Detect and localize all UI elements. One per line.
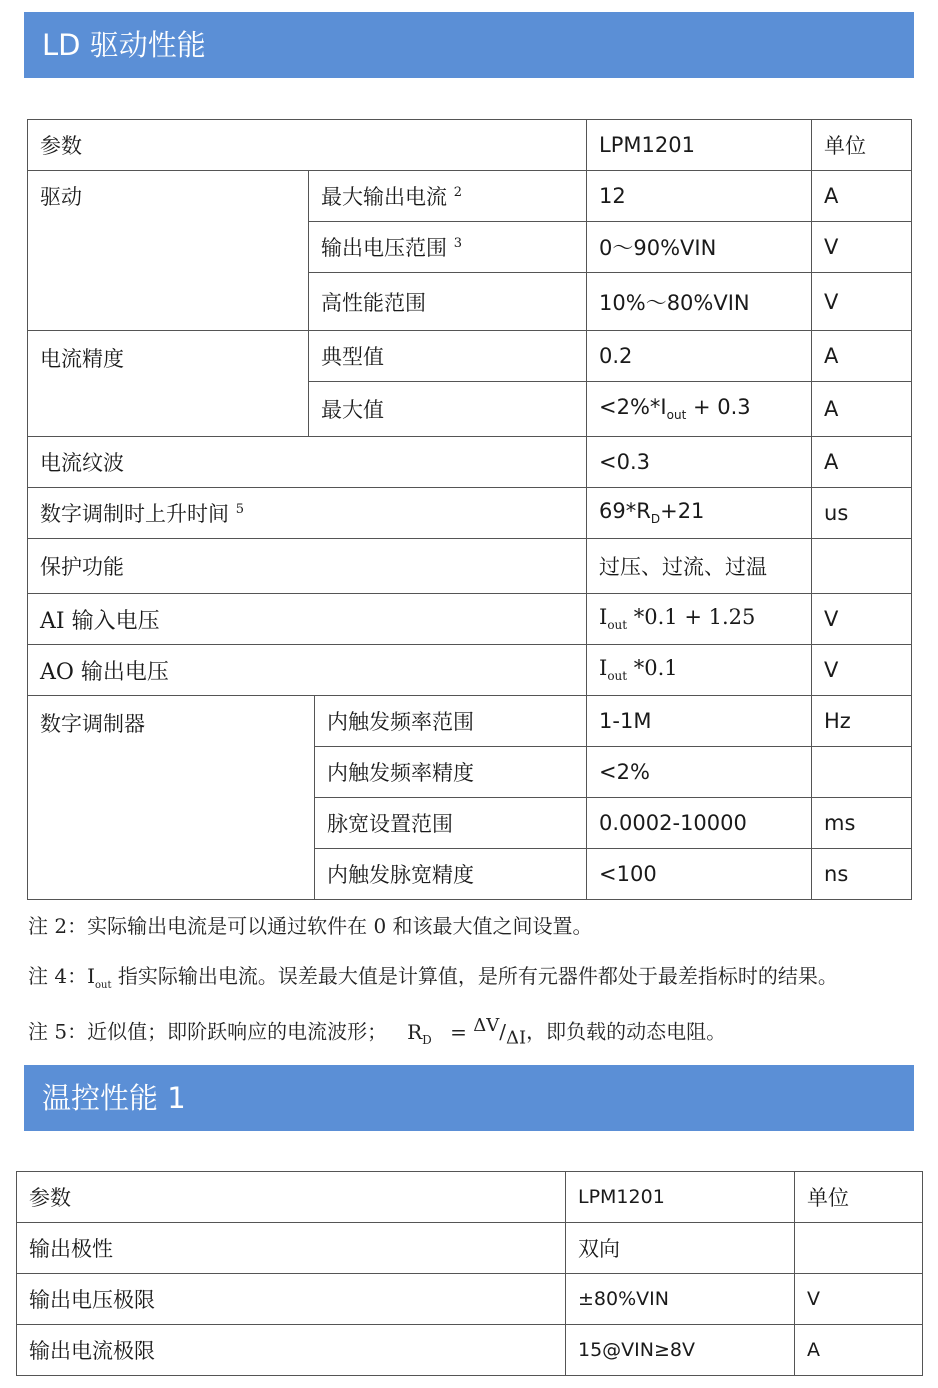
row-label-drive: 驱动 xyxy=(28,171,309,222)
table-row xyxy=(17,1274,923,1325)
row-value: 过压、过流、过温 xyxy=(587,539,812,594)
table-row xyxy=(28,645,912,696)
temp-control-table xyxy=(16,1171,923,1376)
table-row xyxy=(28,594,912,645)
header-model: LPM1201 xyxy=(566,1172,795,1223)
table-row xyxy=(28,222,912,273)
row-value: 0～90%VIN xyxy=(587,222,812,273)
header-unit: 单位 xyxy=(812,120,912,171)
table-row xyxy=(28,331,912,382)
header-unit: 单位 xyxy=(795,1172,923,1223)
note-4: 注 4：$I_{out}$ 指实际输出电流。误差最大值是计算值，是所有元器件都处于最差指标时的结果。 xyxy=(28,964,838,991)
row-name: 典型值 xyxy=(309,331,587,382)
table-row xyxy=(17,1223,923,1274)
row-unit: A xyxy=(795,1325,923,1376)
row-value: 10%～80%VIN xyxy=(587,273,812,331)
row-value: <100 xyxy=(587,849,812,900)
note-2: 注 2：实际输出电流是可以通过软件在 0 和该最大值之间设置。 xyxy=(28,914,593,938)
row-unit: V xyxy=(795,1274,923,1325)
row-name: 脉宽设置范围 xyxy=(315,798,587,849)
row-unit: A xyxy=(812,171,912,222)
row-value: $I_{out}$ *0.1 xyxy=(587,645,812,696)
section-title-text: 温控性能 1 xyxy=(42,1081,186,1115)
row-name: 输出电流极限 xyxy=(17,1325,566,1376)
row-name: 内触发频率范围 xyxy=(315,696,587,747)
row-value: $69*R_D+21$ xyxy=(587,488,812,539)
row-value: <2% xyxy=(587,747,812,798)
header-model: LPM1201 xyxy=(587,120,812,171)
note-5: 注 5：近似值；即阶跃响应的电流波形； $R_D = ^{\Delta V}/_{\Delta I}$，即负载的动态电阻。 xyxy=(28,1015,727,1049)
row-unit: V xyxy=(812,594,912,645)
row-value: <0.3 xyxy=(587,437,812,488)
row-name: 输出电压极限 xyxy=(17,1274,566,1325)
header-param: 参数 xyxy=(17,1172,566,1223)
row-name: 高性能范围 xyxy=(309,273,587,331)
row-unit: A xyxy=(812,437,912,488)
row-unit xyxy=(812,539,912,594)
header-param: 参数 xyxy=(28,120,587,171)
row-value: $<2\%*I_{out} + 0.3$ xyxy=(587,382,812,437)
table-row xyxy=(28,696,912,747)
row-name: 输出电压范围 $^3$ xyxy=(309,222,587,273)
table-header-row xyxy=(28,120,912,171)
row-name: 电流纹波 xyxy=(28,437,587,488)
row-name: 输出极性 xyxy=(17,1223,566,1274)
row-label-modulator: 数字调制器 xyxy=(28,696,315,900)
table-row xyxy=(28,539,912,594)
row-value: 0.0002-10000 xyxy=(587,798,812,849)
row-name: AO 输出电压 xyxy=(28,645,587,696)
row-value: 0.2 xyxy=(587,331,812,382)
row-unit: A xyxy=(812,382,912,437)
table-row xyxy=(28,171,912,222)
row-label-accuracy: 电流精度 xyxy=(28,331,309,437)
row-unit: A xyxy=(812,331,912,382)
row-unit: ns xyxy=(812,849,912,900)
row-unit: us xyxy=(812,488,912,539)
section-title-text: LD 驱动性能 xyxy=(42,28,206,62)
row-name: 数字调制时上升时间 $^5$ xyxy=(28,488,587,539)
row-value: ±80%VIN xyxy=(566,1274,795,1325)
row-value: 12 xyxy=(587,171,812,222)
row-name: 内触发脉宽精度 xyxy=(315,849,587,900)
row-unit: V xyxy=(812,645,912,696)
row-unit: V xyxy=(812,222,912,273)
table-row xyxy=(28,488,912,539)
table-header-row xyxy=(17,1172,923,1223)
row-unit: ms xyxy=(812,798,912,849)
section-title-temp-control xyxy=(24,1065,914,1131)
row-unit xyxy=(812,747,912,798)
section-title-ld-drive xyxy=(24,12,914,78)
row-label-empty xyxy=(28,222,309,331)
row-value: 双向 xyxy=(566,1223,795,1274)
row-unit xyxy=(795,1223,923,1274)
row-value: $I_{out}$ *0.1 + 1.25 xyxy=(587,594,812,645)
row-name: 保护功能 xyxy=(28,539,587,594)
ld-drive-table xyxy=(27,119,912,900)
row-name: AI 输入电压 xyxy=(28,594,587,645)
row-name: 最大输出电流 $^2$ xyxy=(309,171,587,222)
row-name: 最大值 xyxy=(309,382,587,437)
row-value: 1-1M xyxy=(587,696,812,747)
row-unit: V xyxy=(812,273,912,331)
row-unit: Hz xyxy=(812,696,912,747)
table-row xyxy=(17,1325,923,1376)
table-row xyxy=(28,437,912,488)
row-value: 15@VIN≥8V xyxy=(566,1325,795,1376)
row-name: 内触发频率精度 xyxy=(315,747,587,798)
